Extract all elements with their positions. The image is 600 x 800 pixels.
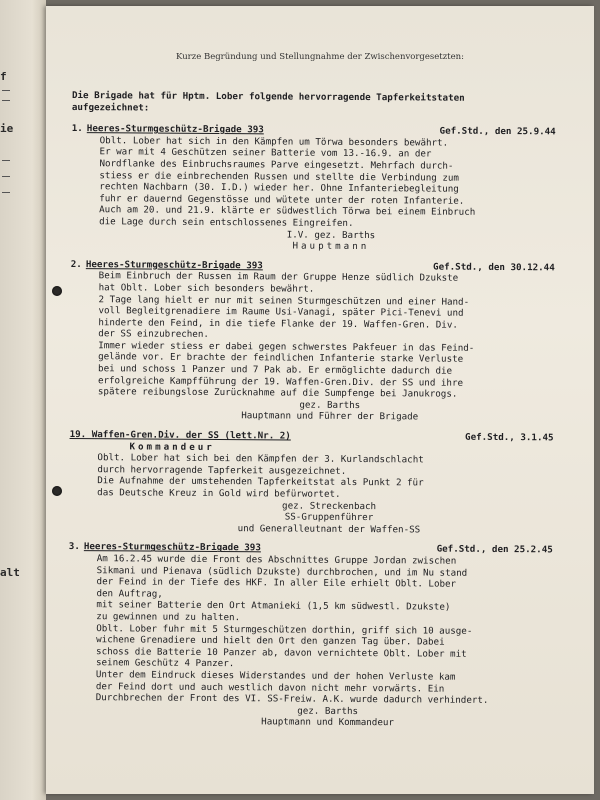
entry-1 <box>71 123 586 254</box>
text-line: voll Begleitgrenadiere im Raume Usi-Vanagi, später Pici-Tenevi und <box>98 305 464 319</box>
text-line: Durchbrechen der Front des VI. SS-Freiw. A.K. wurde dadurch verhindert. <box>95 692 489 707</box>
entry-subhead: Kommandeur <box>129 441 215 453</box>
signature-block <box>210 399 584 425</box>
entry-text <box>96 553 583 707</box>
entry-4 <box>68 541 583 730</box>
entry-text <box>98 271 585 402</box>
text-line: den Auftrag, <box>96 587 163 600</box>
signature-line: gez. Streckenbach <box>282 500 377 512</box>
signature-line: SS-Gruppenführer <box>284 511 374 524</box>
entries-list <box>68 123 586 730</box>
entry-number: 1. <box>71 123 83 135</box>
entry-unit: Heeres-Sturmgeschütz-Brigade 393 <box>86 123 264 136</box>
entry-date: Gef.Std., den 30.12.44 <box>433 261 555 274</box>
text-line: Er war mit 4 Geschützen seiner Batterie vom 13.-16.9. an der <box>99 146 432 160</box>
document-page <box>46 6 594 794</box>
text-line: mit seiner Batterie den Ort Atmanieki (1,5 km südwestl. Dzukste) <box>96 599 451 613</box>
page-header: Kurze Begründung und Stellungnahme der Zwischenvorgesetzten: <box>176 52 464 62</box>
signature-line: gez. Barths <box>299 399 361 411</box>
text-line: Nordflanke des Einbruchsraumes Parve eingesetzt. Mehrfach durch- <box>99 158 454 172</box>
signature-line: Hauptmann <box>292 240 370 253</box>
signature-line: Hauptmann und Führer der Brigade <box>241 410 419 423</box>
signature-block <box>209 500 583 537</box>
intro-line: Die Brigade hat für Hptm. Lober folgende hervorragende Tapferkeitstaten <box>71 90 465 104</box>
text-line: Am 16.2.45 wurde die Front des Abschnittes Gruppe Jordan zwischen <box>96 553 457 567</box>
text-line: der Feind dort und auch westlich davon nicht mehr vorwärts. Ein <box>95 680 445 695</box>
text-line: fuhr er dauernd Gegenstösse und wütete unter der roten Infanterie. <box>99 192 465 207</box>
adjacent-page-edge <box>0 0 46 800</box>
punch-hole-bottom <box>52 486 62 496</box>
text-line: das Deutsche Kreuz in Gold wird befürwortet. <box>97 487 341 500</box>
text-line: Oblt. Lober fuhr mit 5 Sturmgeschützen dorthin, griff sich 10 ausge- <box>96 622 473 637</box>
text-line: wichene Grenadiere und hielt den Ort den ganzen Tag über. Dabei <box>96 634 445 648</box>
text-line: rechten Nachbarn (30. I.D.) wieder her. Ohne Infanteriebegleitung <box>99 181 459 195</box>
text-line: Sikmani und Pienava (südlich Dzukste) durchbrochen, und im Nu stand <box>96 564 468 579</box>
text-line: hinderte den Feind, in die tiefe Flanke der 19. Waffen-Gren. Div. <box>98 316 458 331</box>
text-line: gelände vor. Er brachte der feindlichen Infanterie starke Verluste <box>98 351 464 366</box>
entry-unit: Heeres-Sturmgeschütz-Brigade 393 <box>83 541 261 554</box>
left-fragment-2: ie <box>0 122 14 135</box>
text-line: stiess er die einbrechenden Russen und stellte die Verbindung zum <box>99 169 459 184</box>
entry-text <box>99 135 586 231</box>
text-line: bei und schoss 1 Panzer und 7 Pak ab. Er ermöglichte dadurch die <box>98 363 453 377</box>
text-line: seinem Geschütz 4 Panzer. <box>95 657 235 670</box>
left-fragment-3: alt <box>0 566 20 579</box>
entry-date: Gef.Std., den 25.9.44 <box>439 125 556 138</box>
text-line: zu gewinnen und zu halten. <box>96 611 241 624</box>
text-line: durch hervorragende Tapferkeit ausgezeichnet. <box>97 463 347 477</box>
signature-line: I.V. gez. Barths <box>286 229 376 241</box>
intro-line: aufgezeichnet: <box>71 101 150 114</box>
punch-hole-top <box>52 286 62 296</box>
signature-line: gez. Barths <box>297 705 359 717</box>
entry-number: 2. <box>70 258 82 270</box>
entry-date: Gef.Std., den 25.2.45 <box>436 543 553 556</box>
document-body <box>67 90 585 738</box>
signature-line: und Generalleutnant der Waffen-SS <box>237 522 421 536</box>
left-fragment-1: f <box>0 70 7 83</box>
text-line: spätere reibungslose Zurücknahme auf die Sumpfenge bei Janukrogs. <box>97 386 458 400</box>
text-line: der Feind in der Tiefe des HKF. In aller Eile erhielt Oblt. Lober <box>96 576 457 590</box>
signature-line: Hauptmann und Kommandeur <box>261 716 395 729</box>
signature-block <box>208 705 582 731</box>
text-line: Beim Einbruch der Russen im Raum der Gruppe Henze südlich Dzukste <box>98 270 459 285</box>
text-line: die Lage durch sein entschlossenes Eingreifen. <box>99 216 354 229</box>
text-line: hat Oblt. Lober sich besonders bewährt. <box>98 282 315 295</box>
text-line: 2 Tage lang hielt er nur mit seinen Sturmgeschützen und einer Hand- <box>98 293 470 308</box>
text-line: Auch am 20. und 21.9. klärte er südwestlich Törwa bei einem Einbruch <box>99 204 476 219</box>
text-line: schoss die Batterie 10 Panzer ab, davon vernichtete Oblt. Lober mit <box>96 645 467 660</box>
entry-3 <box>69 429 584 537</box>
entry-unit: 19. Waffen-Gren.Div. der SS (lett.Nr. 2) <box>69 429 291 442</box>
entry-unit: Heeres-Sturmgeschütz-Brigade 393 <box>85 258 263 272</box>
intro-paragraph <box>72 90 586 117</box>
entry-text <box>97 452 583 502</box>
text-line: Die Aufnahme der umstehenden Tapferkeitstat als Punkt 2 für <box>97 475 424 489</box>
text-line: der SS einzubrechen. <box>98 328 209 341</box>
text-line: Unter dem Eindruck dieses Widerstandes und der hohen Verluste kam <box>95 669 456 683</box>
signature-block <box>211 229 585 255</box>
entry-date: Gef.Std., 3.1.45 <box>465 431 554 444</box>
text-line: Oblt. Lober hat sich bei den Kämpfen der 3. Kurlandschlacht <box>97 452 424 466</box>
entry-number: 3. <box>68 541 80 553</box>
text-line: Immer wieder stiess er dabei gegen schwerstes Pakfeuer in das Feind- <box>98 340 475 354</box>
entry-2 <box>70 259 585 425</box>
text-line: erfolgreiche Kampfführung der 19. Waffen-Gren.Div. der SS und ihre <box>97 374 464 389</box>
text-line: Oblt. Lober hat sich in den Kämpfen um Törwa besonders bewährt. <box>99 134 449 149</box>
